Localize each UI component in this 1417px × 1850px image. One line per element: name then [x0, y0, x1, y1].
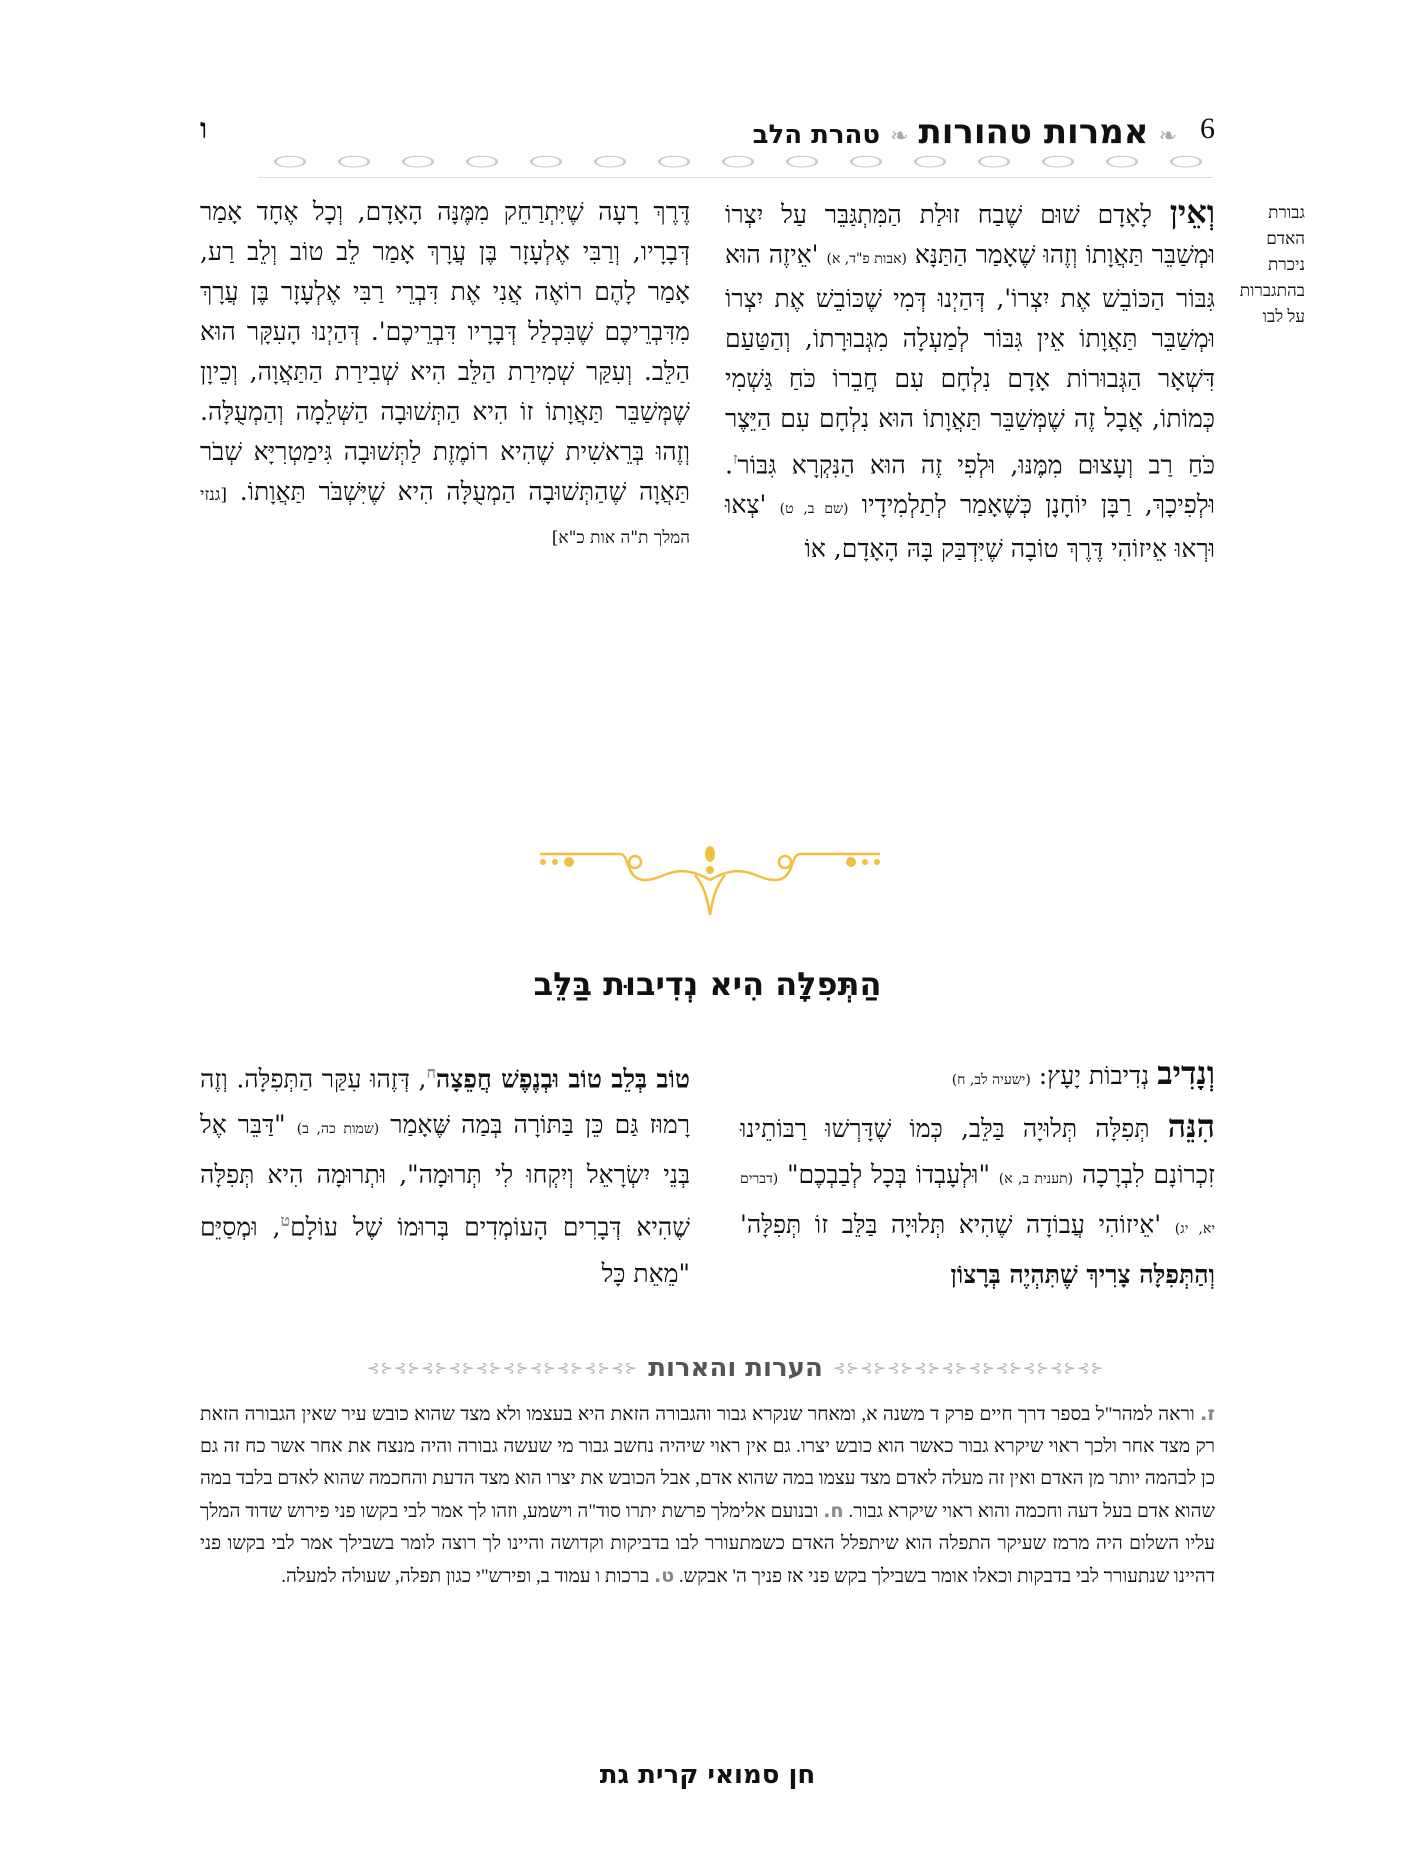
citation: (שמות כה, ב)	[296, 1121, 380, 1138]
fleuron-icon: ❧	[890, 124, 909, 149]
footnote-text: ברכות ו עמוד ב, ופירש"י כגון תפלה, שעולה למעלה.	[281, 1566, 654, 1587]
footnote-text: וראה למהר"ל בספר דרך חיים פרק ד משנה א, ומאחר שנקרא גבור והגבורה הזאת היא בעצמו ולא מצד שהוא כובש עיר שאין הגבורה הזאת רק מצד אחר ולכך ראוי שיקרא גבור כאשר הוא כובש יצרו. גם אין ראוי שיהיה נחשב גבור מי שעשה גבורה והיה מנצח את אחר אשר כח זה גם כן לבהמה יותר מן האדם ואין זה מעלה לאדם מצד עצמו במה שהוא אדם, אבל הכובש את יצרו הוא מצד הדעת והחכמה שהוא לאדם בלבד במה שהוא אדם בעל דעה וחכמה והוא ראוי שיקרא גבור.	[200, 1404, 1215, 1522]
page-number: 6	[1200, 112, 1215, 145]
citation: (שם ב, ט)	[779, 501, 849, 518]
section1-right-column	[725, 192, 1215, 802]
body-text: 'אֵיזֶה הוּא גִּבּוֹר הַכּוֹבֵשׁ אֶת יִצְרוֹ', דְּהַיְנוּ דְּמִי שֶׁכּוֹבֵשׁ אֶת יִצְרוֹ וּמְשַׁבֵּר תַּאֲוָתוֹ אֵין גִּבּוֹר לְמַעְלָה מִגְּבוּרָתוֹ, וְהַטַּעַם דִּשְׁאָר הַגְּבוּרוֹת אָדָם נִלְחָם עִם חֲבֵרוֹ כֹּחַ גַּשְׁמִי כְּמוֹתוֹ, אֲבָל זֶה שֶׁמְּשַׁבֵּר תַּאֲוָתוֹ הוּא נִלְחָם עִם הַיֵּצֶר כֹּחַ רַב וְעָצוּם מִמֶּנּוּ, וּלְפִי זֶה הוּא הַנִּקְרָא גִּבּוֹר	[725, 240, 1215, 480]
body-text: , וּמְסַיֵּם "מֵאֵת כָּל	[200, 1212, 690, 1288]
emphasized-text: וְהַתְּפִלָּה צָרִיךְ שֶׁתִּהְיֶה בְּרָצוֹן	[950, 1260, 1215, 1289]
footnote-marker: ח.	[823, 1500, 844, 1522]
gold-flourish-divider	[535, 840, 885, 920]
page-footer: חן סמואי קרית גת	[599, 1760, 816, 1790]
body-text: תְּפִלָּה תְּלוּיָה בַּלֵּב, כְּמוֹ שֶׁדָּרְשׁוּ רַבּוֹתֵינוּ זִכְרוֹנָם לִבְרָכָה	[740, 1114, 1215, 1189]
body-text: 'אֵיזוֹהִי עֲבוֹדָה שֶׁהִיא תְּלוּיָה בַּלֵּב זוֹ תְּפִלָּה'	[740, 1210, 1175, 1239]
opening-word: וְנָדִיב	[1157, 1054, 1215, 1092]
book-title: אמרות טהורות	[918, 112, 1149, 152]
footnotes	[200, 1398, 1215, 1593]
margin-note-line: ניכרת	[1267, 255, 1305, 274]
hebrew-page-number: ו	[200, 112, 208, 145]
body-text: "וּלְעָבְדוֹ בְּכָל לְבַבְכֶם"	[778, 1160, 999, 1189]
emphasized-text: טוֹב בְּלֵב טוֹב וּבְנֶפֶשׁ חֲפֵצָה	[435, 1064, 690, 1094]
flourish-ornament: ⊰⊱⊰⊱⊰⊱⊰⊱⊰⊱⊰⊱⊰⊱⊰⊱⊰⊱⊰⊱	[366, 1359, 639, 1377]
section-heading: הַתְּפִלָּה הִיא נְדִיבוּת בַּלֵּב	[533, 965, 882, 1003]
body-text: , דְּזֶהוּ עִקַּר הַתְּפִלָּה. וְזֶה רָמוּז גַּם כֵּן בַּתּוֹרָה בְּמַה שֶּׁאָמַר	[200, 1064, 690, 1140]
notes-header	[258, 1348, 1213, 1388]
footnote	[281, 1566, 674, 1587]
footnote-text: ובנועם אלימלך פרשת יתרו סוד"ה וישמע, וזהו לך אמר לבי בקשו פני פירוש שדוד המלך עליו השלום היה מרמז שעיקר התפלה הוא שיתפלל האדם כשמתעורר לבו בדביקות וקדושה והיינו לך רוצה לומר בשבילך אמר לבי בקשו פני דהיינו שנתעורר לבי בדבקות וכאלו אומר בשבילך בקש פני אז פניך ה' אבקש.	[200, 1501, 1215, 1587]
paragraph	[200, 192, 690, 558]
footnote-marker: ז.	[1200, 1403, 1215, 1425]
section2-right-column	[740, 1050, 1215, 1340]
citation: (דברים יא, יג)	[740, 1171, 1215, 1237]
margin-note-line: גבורת	[1268, 203, 1305, 222]
margin-note	[1230, 200, 1305, 330]
flourish-ornament: ⊰⊱⊰⊱⊰⊱⊰⊱⊰⊱⊰⊱⊰⊱⊰⊱⊰⊱⊰⊱	[832, 1359, 1105, 1377]
citation: (ישעיה לב, ח)	[951, 1072, 1031, 1088]
paragraph	[740, 1050, 1215, 1298]
body-text: . וּלְפִיכָךְ, רַבָּן יוֹחָנָן כְּשֶׁאָמַר לְתַלְמִידָיו	[725, 450, 1215, 520]
opening-word: וְאֵין	[1169, 193, 1215, 231]
running-title	[753, 112, 1177, 152]
body-text: דֶּרֶךְ רָעָה שֶׁיִּתְרַחֵק מִמֶּנָּה הָאָדָם, וְכָל אֶחָד אָמַר דְּבָרָיו, וְרַבִּי אֶלְעָזָר בֶּן עֲרָךְ אָמַר לֵב טוֹב וְלֵב רַע, אָמַר לָהֶם רוֹאֶה אֲנִי אֶת דִּבְרֵי רַבִּי אֶלְעָזָר בֶּן עֲרָךְ מִדִּבְרֵיכֶם שֶׁבִּכְלַל דְּבָרָיו דִּבְרֵיכֶם'. דְּהַיְנוּ הָעִקָּר הוּא הַלֵּב. וְעִקַּר שְׁמִירַת הַלֵּב הִיא שְׁבִירַת הַתַּאֲוָה, וְכֵיוָן שֶׁמְּשַׁבֵּר תַּאֲוָתוֹ זוֹ הִיא הַתְּשׁוּבָה הַשְּׁלֵמָה וְהַמְעֻלָּה. וְזֶהוּ בְּרֵאשִׁית שֶׁהִיא רוֹמֶזֶת לַתְּשׁוּבָה גִּימַטְרִיָּא שְׁבֹר תַּאֲוָה שֶׁהַתְּשׁוּבָה הַמְעֻלָּה הִיא שֶׁיִּשְׁבֹּר תַּאֲוָתוֹ.	[200, 197, 690, 506]
source-reference: [גנזי המלך ת"ה אות כ"א]	[200, 485, 690, 548]
paragraph	[200, 1050, 690, 1297]
opening-word: הִנֵּה	[1167, 1107, 1215, 1145]
citation: (אבות פ"ד, א)	[826, 251, 907, 267]
footnote-marker[interactable]: ח	[426, 1063, 436, 1082]
footnote-marker[interactable]: ז	[732, 449, 738, 468]
section-title-running: טהרת הלב	[752, 120, 881, 150]
section1-left-column	[200, 192, 690, 802]
body-text: 'צְאוּ וּרְאוּ אֵיזוֹהִי דֶּרֶךְ טוֹבָה שֶׁיִּדְבַּק בָּהּ הָאָדָם, אוֹ	[725, 490, 1215, 564]
body-text: נְדִיבוֹת יָעָץ:	[1030, 1061, 1158, 1090]
paragraph	[725, 192, 1215, 569]
citation: (תענית ב, א)	[998, 1171, 1074, 1187]
page-header	[200, 112, 1215, 152]
body-text: לָאָדָם שׁוּם שֶׁבַח זוּלַת הַמִּתְגַּבֵּר עַל יִצְרוֹ וּמְשַׁבֵּר תַּאֲוָתוֹ וְזֶהוּ שֶׁאָמַר הַתַּנָּא	[725, 200, 1216, 269]
notes-heading: הערות והארות	[648, 1353, 823, 1383]
margin-note-line: בהתגברות	[1239, 281, 1305, 300]
body-text: "דַּבֵּר אֶל בְּנֵי יִשְׂרָאֵל וְיִקְחוּ לִי תְּרוּמָה", וּתְרוּמָה הִיא תְּפִלָּה שֶׁהִיא דְּבָרִים הָעוֹמְדִים בְּרוּמוֹ שֶׁל עוֹלָם	[200, 1110, 690, 1242]
footnote-marker[interactable]: ט	[280, 1211, 291, 1231]
footnote-marker: ט.	[654, 1565, 675, 1587]
fleuron-icon: ❧	[1158, 124, 1177, 149]
section2-left-column	[200, 1050, 690, 1340]
margin-note-line: על לבו	[1262, 307, 1305, 326]
decorative-header-rule	[258, 155, 1213, 178]
margin-note-line: האדם	[1266, 229, 1305, 248]
